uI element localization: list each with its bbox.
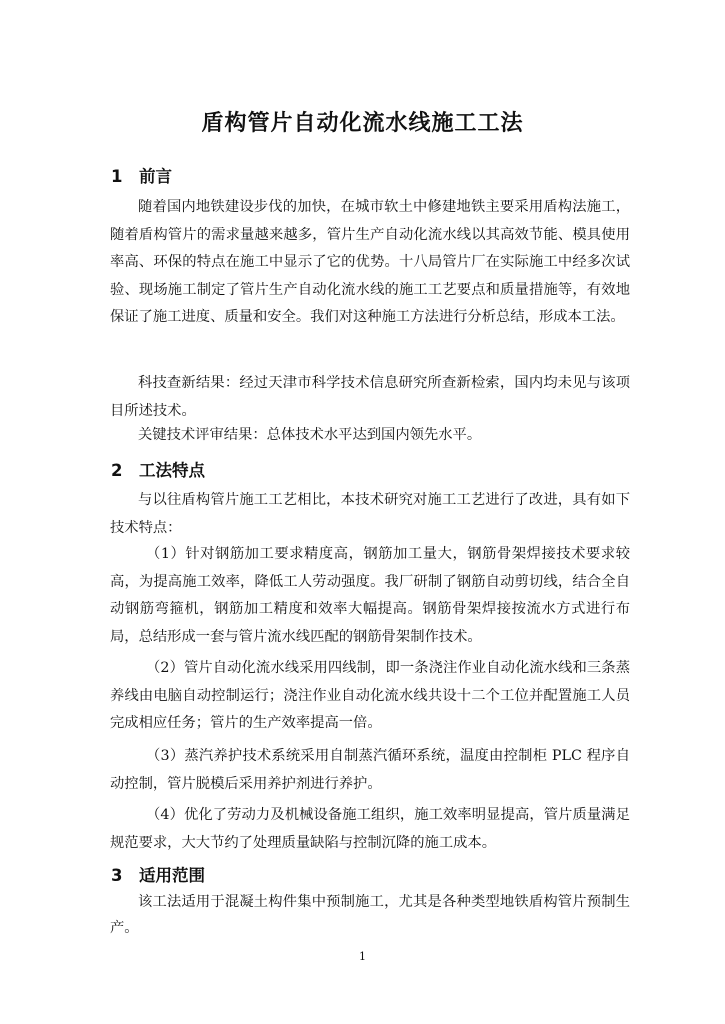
section-number: 3 — [111, 866, 123, 885]
section-1-paragraph-3: 关键技术评审结果：总体技术水平达到国内领先水平。 — [138, 427, 482, 443]
page-number: 1 — [359, 950, 366, 963]
section-number: 2 — [111, 461, 123, 480]
section-2-heading — [111, 457, 205, 481]
section-2-feature-1: （1）针对钢筋加工要求精度高，钢筋加工量大，钢筋骨架焊接技术要求较高，为提高施工效率，降低工人劳动强度。我厂研制了钢筋自动剪切线，结合全自动钢筋弯箍机，钢筋加工精度和效率大幅提高。钢筋骨架焊接按流水方式进行布局，总结形成一套与管片流水线匹配的钢筋骨架制作技术。 — [110, 546, 630, 645]
section-title: 适用范围 — [139, 866, 205, 885]
section-number: 1 — [111, 167, 123, 186]
section-3-paragraph-1: 该工法适用于混凝土构件集中预制施工，尤其是各种类型地铁盾构管片预制生产。 — [110, 894, 630, 936]
section-2-paragraph-1: 与以往盾构管片施工工艺相比，本技术研究对施工工艺进行了改进，具有如下技术特点： — [110, 492, 630, 536]
section-1-heading — [111, 163, 172, 187]
section-3-heading — [111, 862, 205, 886]
section-2-feature-2: （2）管片自动化流水线采用四线制，即一条浇注作业自动化流水线和三条蒸养线由电脑自动控制运行；浇注作业自动化流水线共设十二个工位并配置施工人员完成相应任务；管片的生产效率提高一倍。 — [110, 660, 630, 731]
section-2-feature-4: （4）优化了劳动力及机械设备施工组织，施工效率明显提高，管片质量满足规范要求，大大节约了处理质量缺陷与控制沉降的施工成本。 — [110, 807, 630, 851]
section-1-paragraph-2: 科技查新结果：经过天津市科学技术信息研究所查新检索，国内均未见与该项目所述技术。 — [110, 375, 630, 419]
section-title: 前言 — [139, 167, 172, 186]
document-title: 盾构管片自动化流水线施工工法 — [201, 111, 524, 136]
section-1-paragraph-1: 随着国内地铁建设步伐的加快，在城市软土中修建地铁主要采用盾构法施工，随着盾构管片的需求量越来越多，管片生产自动化流水线以其高效节能、模具使用率高、环保的特点在施工中显示了它的优势。十八局管片厂在实际施工中经多次试验、现场施工制定了管片生产自动化流水线的施工工艺要点和质量措施等，有效地保证了施工进度、质量和安全。我们对这种施工方法进行分析总结，形成本工法。 — [110, 199, 630, 325]
section-2-feature-3: （3）蒸汽养护技术系统采用自制蒸汽循环系统，温度由控制柜 PLC 程序自动控制，管片脱模后采用养护剂进行养护。 — [110, 748, 630, 792]
section-title: 工法特点 — [139, 461, 205, 480]
